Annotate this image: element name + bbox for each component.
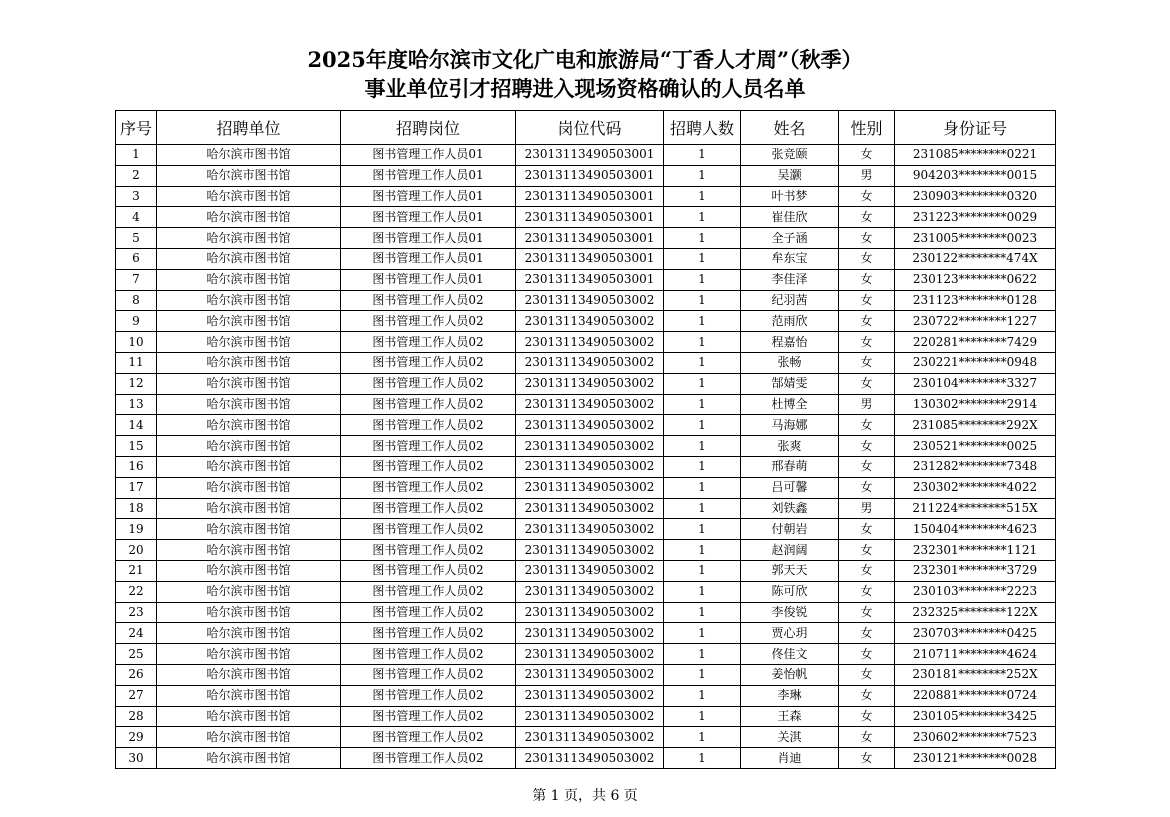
cell-name: 崔佳欣 xyxy=(741,207,839,228)
cell-index: 12 xyxy=(116,373,157,394)
table-row xyxy=(116,706,1056,727)
cell-id-number: 231005********0023 xyxy=(895,228,1056,249)
cell-index: 29 xyxy=(116,727,157,748)
cell-position-code: 23013113490503002 xyxy=(516,519,664,540)
cell-position-code: 23013113490503002 xyxy=(516,332,664,353)
cell-name: 李佳泽 xyxy=(741,269,839,290)
header-gender: 性别 xyxy=(839,111,895,145)
cell-id-number: 130302********2914 xyxy=(895,394,1056,415)
cell-position: 图书管理工作人员02 xyxy=(341,519,516,540)
cell-index: 6 xyxy=(116,248,157,269)
cell-hiring-count: 1 xyxy=(664,436,741,457)
cell-unit: 哈尔滨市图书馆 xyxy=(157,706,341,727)
table-row xyxy=(116,145,1056,166)
cell-hiring-count: 1 xyxy=(664,394,741,415)
cell-hiring-count: 1 xyxy=(664,311,741,332)
cell-name: 贾心玥 xyxy=(741,623,839,644)
cell-position-code: 23013113490503002 xyxy=(516,560,664,581)
cell-name: 纪羽茜 xyxy=(741,290,839,311)
cell-unit: 哈尔滨市图书馆 xyxy=(157,373,341,394)
cell-position: 图书管理工作人员02 xyxy=(341,644,516,665)
cell-gender: 女 xyxy=(839,415,895,436)
cell-gender: 男 xyxy=(839,394,895,415)
cell-hiring-count: 1 xyxy=(664,727,741,748)
cell-hiring-count: 1 xyxy=(664,706,741,727)
cell-position-code: 23013113490503002 xyxy=(516,311,664,332)
cell-hiring-count: 1 xyxy=(664,186,741,207)
cell-id-number: 230903********0320 xyxy=(895,186,1056,207)
cell-unit: 哈尔滨市图书馆 xyxy=(157,644,341,665)
cell-position: 图书管理工作人员02 xyxy=(341,290,516,311)
cell-position-code: 23013113490503002 xyxy=(516,685,664,706)
cell-name: 马海娜 xyxy=(741,415,839,436)
cell-hiring-count: 1 xyxy=(664,228,741,249)
cell-index: 21 xyxy=(116,560,157,581)
cell-name: 程嘉怡 xyxy=(741,332,839,353)
document-title-line-2: 事业单位引才招聘进入现场资格确认的人员名单 xyxy=(364,76,806,101)
cell-unit: 哈尔滨市图书馆 xyxy=(157,456,341,477)
cell-unit: 哈尔滨市图书馆 xyxy=(157,269,341,290)
cell-unit: 哈尔滨市图书馆 xyxy=(157,436,341,457)
cell-id-number: 230521********0025 xyxy=(895,436,1056,457)
table-row xyxy=(116,664,1056,685)
cell-position-code: 23013113490503002 xyxy=(516,373,664,394)
cell-position: 图书管理工作人员01 xyxy=(341,228,516,249)
cell-unit: 哈尔滨市图书馆 xyxy=(157,540,341,561)
cell-name: 刘铁鑫 xyxy=(741,498,839,519)
cell-hiring-count: 1 xyxy=(664,540,741,561)
cell-name: 叶书梦 xyxy=(741,186,839,207)
cell-index: 22 xyxy=(116,581,157,602)
header-unit: 招聘单位 xyxy=(157,111,341,145)
cell-id-number: 220281********7429 xyxy=(895,332,1056,353)
cell-index: 28 xyxy=(116,706,157,727)
table-row xyxy=(116,311,1056,332)
cell-id-number: 231282********7348 xyxy=(895,456,1056,477)
candidate-table xyxy=(115,110,1056,769)
cell-unit: 哈尔滨市图书馆 xyxy=(157,623,341,644)
cell-hiring-count: 1 xyxy=(664,581,741,602)
cell-id-number: 230602********7523 xyxy=(895,727,1056,748)
cell-name: 赵润阔 xyxy=(741,540,839,561)
table-row xyxy=(116,685,1056,706)
cell-id-number: 230722********1227 xyxy=(895,311,1056,332)
cell-name: 关淇 xyxy=(741,727,839,748)
cell-unit: 哈尔滨市图书馆 xyxy=(157,311,341,332)
table-row xyxy=(116,602,1056,623)
cell-position: 图书管理工作人员02 xyxy=(341,456,516,477)
cell-unit: 哈尔滨市图书馆 xyxy=(157,560,341,581)
cell-unit: 哈尔滨市图书馆 xyxy=(157,415,341,436)
cell-position-code: 23013113490503002 xyxy=(516,706,664,727)
cell-position: 图书管理工作人员02 xyxy=(341,540,516,561)
cell-position-code: 23013113490503002 xyxy=(516,477,664,498)
cell-name: 郭天天 xyxy=(741,560,839,581)
cell-unit: 哈尔滨市图书馆 xyxy=(157,186,341,207)
cell-id-number: 231123********0128 xyxy=(895,290,1056,311)
cell-id-number: 230123********0622 xyxy=(895,269,1056,290)
cell-gender: 女 xyxy=(839,664,895,685)
cell-id-number: 230181********252X xyxy=(895,664,1056,685)
cell-name: 全子涵 xyxy=(741,228,839,249)
cell-name: 范雨欣 xyxy=(741,311,839,332)
cell-position-code: 23013113490503002 xyxy=(516,727,664,748)
cell-hiring-count: 1 xyxy=(664,519,741,540)
table-row xyxy=(116,748,1056,769)
cell-name: 吴灏 xyxy=(741,165,839,186)
cell-unit: 哈尔滨市图书馆 xyxy=(157,602,341,623)
table-header-row xyxy=(116,111,1056,145)
cell-position: 图书管理工作人员02 xyxy=(341,352,516,373)
cell-index: 5 xyxy=(116,228,157,249)
cell-position: 图书管理工作人员02 xyxy=(341,685,516,706)
cell-unit: 哈尔滨市图书馆 xyxy=(157,581,341,602)
cell-index: 10 xyxy=(116,332,157,353)
cell-hiring-count: 1 xyxy=(664,207,741,228)
table-row xyxy=(116,290,1056,311)
cell-position: 图书管理工作人员02 xyxy=(341,748,516,769)
cell-index: 13 xyxy=(116,394,157,415)
table-row xyxy=(116,373,1056,394)
cell-gender: 女 xyxy=(839,290,895,311)
cell-hiring-count: 1 xyxy=(664,477,741,498)
cell-position: 图书管理工作人员01 xyxy=(341,186,516,207)
cell-unit: 哈尔滨市图书馆 xyxy=(157,519,341,540)
cell-gender: 女 xyxy=(839,602,895,623)
table-row xyxy=(116,332,1056,353)
table-row xyxy=(116,581,1056,602)
cell-gender: 女 xyxy=(839,436,895,457)
table-row xyxy=(116,186,1056,207)
cell-position: 图书管理工作人员02 xyxy=(341,436,516,457)
cell-gender: 女 xyxy=(839,560,895,581)
cell-position-code: 23013113490503002 xyxy=(516,456,664,477)
cell-index: 20 xyxy=(116,540,157,561)
cell-position: 图书管理工作人员02 xyxy=(341,581,516,602)
cell-id-number: 232301********1121 xyxy=(895,540,1056,561)
table-row xyxy=(116,727,1056,748)
cell-position-code: 23013113490503002 xyxy=(516,581,664,602)
table-row xyxy=(116,436,1056,457)
table-row xyxy=(116,644,1056,665)
cell-id-number: 150404********4623 xyxy=(895,519,1056,540)
cell-position: 图书管理工作人员01 xyxy=(341,165,516,186)
cell-position-code: 23013113490503001 xyxy=(516,145,664,166)
cell-position: 图书管理工作人员01 xyxy=(341,248,516,269)
cell-id-number: 904203********0015 xyxy=(895,165,1056,186)
cell-position: 图书管理工作人员02 xyxy=(341,415,516,436)
cell-unit: 哈尔滨市图书馆 xyxy=(157,685,341,706)
cell-index: 9 xyxy=(116,311,157,332)
cell-id-number: 232325********122X xyxy=(895,602,1056,623)
table-row xyxy=(116,498,1056,519)
cell-gender: 女 xyxy=(839,311,895,332)
cell-id-number: 230105********3425 xyxy=(895,706,1056,727)
cell-position: 图书管理工作人员02 xyxy=(341,560,516,581)
header-id-number: 身份证号 xyxy=(895,111,1056,145)
cell-id-number: 230122********474X xyxy=(895,248,1056,269)
cell-hiring-count: 1 xyxy=(664,269,741,290)
cell-hiring-count: 1 xyxy=(664,332,741,353)
cell-gender: 女 xyxy=(839,269,895,290)
cell-gender: 女 xyxy=(839,706,895,727)
cell-hiring-count: 1 xyxy=(664,352,741,373)
cell-position: 图书管理工作人员02 xyxy=(341,602,516,623)
cell-name: 陈可欣 xyxy=(741,581,839,602)
cell-gender: 女 xyxy=(839,644,895,665)
cell-index: 14 xyxy=(116,415,157,436)
cell-position: 图书管理工作人员01 xyxy=(341,145,516,166)
cell-gender: 女 xyxy=(839,685,895,706)
table-row xyxy=(116,415,1056,436)
cell-hiring-count: 1 xyxy=(664,685,741,706)
cell-position: 图书管理工作人员01 xyxy=(341,207,516,228)
document-title-line-1: 2025年度哈尔滨市文化广电和旅游局“丁香人才周”（秋季） xyxy=(307,47,863,72)
cell-position: 图书管理工作人员02 xyxy=(341,373,516,394)
cell-position-code: 23013113490503002 xyxy=(516,540,664,561)
cell-gender: 女 xyxy=(839,373,895,394)
cell-id-number: 231085********292X xyxy=(895,415,1056,436)
cell-index: 11 xyxy=(116,352,157,373)
cell-position-code: 23013113490503001 xyxy=(516,228,664,249)
cell-name: 王森 xyxy=(741,706,839,727)
cell-unit: 哈尔滨市图书馆 xyxy=(157,748,341,769)
header-position-code: 岗位代码 xyxy=(516,111,664,145)
cell-hiring-count: 1 xyxy=(664,415,741,436)
cell-gender: 女 xyxy=(839,186,895,207)
cell-hiring-count: 1 xyxy=(664,498,741,519)
cell-hiring-count: 1 xyxy=(664,644,741,665)
cell-position-code: 23013113490503002 xyxy=(516,748,664,769)
table-row xyxy=(116,560,1056,581)
cell-id-number: 230703********0425 xyxy=(895,623,1056,644)
cell-unit: 哈尔滨市图书馆 xyxy=(157,352,341,373)
cell-position-code: 23013113490503002 xyxy=(516,290,664,311)
cell-gender: 男 xyxy=(839,165,895,186)
cell-position: 图书管理工作人员02 xyxy=(341,311,516,332)
cell-position-code: 23013113490503001 xyxy=(516,186,664,207)
cell-name: 佟佳文 xyxy=(741,644,839,665)
cell-index: 4 xyxy=(116,207,157,228)
cell-gender: 女 xyxy=(839,727,895,748)
header-hiring-count: 招聘人数 xyxy=(664,111,741,145)
cell-position: 图书管理工作人员02 xyxy=(341,623,516,644)
header-index: 序号 xyxy=(116,111,157,145)
cell-name: 吕可馨 xyxy=(741,477,839,498)
cell-position: 图书管理工作人员02 xyxy=(341,477,516,498)
cell-index: 23 xyxy=(116,602,157,623)
cell-id-number: 210711********4624 xyxy=(895,644,1056,665)
header-name: 姓名 xyxy=(741,111,839,145)
table-row xyxy=(116,228,1056,249)
cell-position: 图书管理工作人员01 xyxy=(341,269,516,290)
cell-unit: 哈尔滨市图书馆 xyxy=(157,394,341,415)
cell-gender: 女 xyxy=(839,352,895,373)
cell-id-number: 230302********4022 xyxy=(895,477,1056,498)
cell-index: 27 xyxy=(116,685,157,706)
cell-id-number: 231223********0029 xyxy=(895,207,1056,228)
header-position: 招聘岗位 xyxy=(341,111,516,145)
table-row xyxy=(116,623,1056,644)
table-row xyxy=(116,394,1056,415)
cell-unit: 哈尔滨市图书馆 xyxy=(157,727,341,748)
table-row xyxy=(116,165,1056,186)
table-row xyxy=(116,540,1056,561)
cell-gender: 女 xyxy=(839,228,895,249)
cell-id-number: 230103********2223 xyxy=(895,581,1056,602)
table-row xyxy=(116,248,1056,269)
cell-position-code: 23013113490503002 xyxy=(516,623,664,644)
cell-gender: 女 xyxy=(839,145,895,166)
cell-gender: 女 xyxy=(839,519,895,540)
cell-position-code: 23013113490503002 xyxy=(516,415,664,436)
cell-position: 图书管理工作人员02 xyxy=(341,664,516,685)
cell-position-code: 23013113490503002 xyxy=(516,436,664,457)
table-body xyxy=(116,145,1056,769)
cell-hiring-count: 1 xyxy=(664,290,741,311)
table-row xyxy=(116,477,1056,498)
cell-gender: 男 xyxy=(839,498,895,519)
cell-unit: 哈尔滨市图书馆 xyxy=(157,248,341,269)
cell-name: 张畅 xyxy=(741,352,839,373)
cell-unit: 哈尔滨市图书馆 xyxy=(157,290,341,311)
cell-name: 李俊锐 xyxy=(741,602,839,623)
cell-id-number: 230221********0948 xyxy=(895,352,1056,373)
cell-hiring-count: 1 xyxy=(664,748,741,769)
cell-id-number: 211224********515X xyxy=(895,498,1056,519)
cell-position-code: 23013113490503001 xyxy=(516,207,664,228)
cell-id-number: 220881********0724 xyxy=(895,685,1056,706)
cell-name: 付朝岩 xyxy=(741,519,839,540)
cell-name: 邢春萌 xyxy=(741,456,839,477)
cell-index: 8 xyxy=(116,290,157,311)
cell-index: 15 xyxy=(116,436,157,457)
cell-position: 图书管理工作人员02 xyxy=(341,706,516,727)
cell-hiring-count: 1 xyxy=(664,145,741,166)
cell-position: 图书管理工作人员02 xyxy=(341,727,516,748)
cell-unit: 哈尔滨市图书馆 xyxy=(157,498,341,519)
cell-gender: 女 xyxy=(839,623,895,644)
cell-position: 图书管理工作人员02 xyxy=(341,394,516,415)
table-row xyxy=(116,207,1056,228)
cell-name: 牟东宝 xyxy=(741,248,839,269)
cell-position: 图书管理工作人员02 xyxy=(341,332,516,353)
cell-id-number: 230121********0028 xyxy=(895,748,1056,769)
cell-name: 肖迪 xyxy=(741,748,839,769)
cell-unit: 哈尔滨市图书馆 xyxy=(157,332,341,353)
cell-position-code: 23013113490503002 xyxy=(516,498,664,519)
cell-gender: 女 xyxy=(839,248,895,269)
cell-position-code: 23013113490503002 xyxy=(516,352,664,373)
cell-gender: 女 xyxy=(839,332,895,353)
cell-name: 杜博全 xyxy=(741,394,839,415)
cell-hiring-count: 1 xyxy=(664,623,741,644)
cell-unit: 哈尔滨市图书馆 xyxy=(157,228,341,249)
cell-name: 李琳 xyxy=(741,685,839,706)
cell-index: 17 xyxy=(116,477,157,498)
cell-position-code: 23013113490503001 xyxy=(516,165,664,186)
cell-gender: 女 xyxy=(839,581,895,602)
cell-id-number: 232301********3729 xyxy=(895,560,1056,581)
cell-position-code: 23013113490503002 xyxy=(516,394,664,415)
cell-unit: 哈尔滨市图书馆 xyxy=(157,477,341,498)
cell-name: 姜怡帆 xyxy=(741,664,839,685)
cell-position: 图书管理工作人员02 xyxy=(341,498,516,519)
cell-name: 张爽 xyxy=(741,436,839,457)
table-row xyxy=(116,456,1056,477)
cell-index: 24 xyxy=(116,623,157,644)
cell-position-code: 23013113490503002 xyxy=(516,602,664,623)
table-row xyxy=(116,519,1056,540)
cell-hiring-count: 1 xyxy=(664,602,741,623)
cell-unit: 哈尔滨市图书馆 xyxy=(157,145,341,166)
cell-gender: 女 xyxy=(839,456,895,477)
cell-index: 7 xyxy=(116,269,157,290)
cell-index: 3 xyxy=(116,186,157,207)
cell-name: 张竞颐 xyxy=(741,145,839,166)
cell-index: 26 xyxy=(116,664,157,685)
cell-index: 2 xyxy=(116,165,157,186)
cell-index: 1 xyxy=(116,145,157,166)
cell-hiring-count: 1 xyxy=(664,248,741,269)
cell-position-code: 23013113490503002 xyxy=(516,664,664,685)
table-row xyxy=(116,269,1056,290)
cell-index: 18 xyxy=(116,498,157,519)
cell-gender: 女 xyxy=(839,748,895,769)
cell-position-code: 23013113490503002 xyxy=(516,644,664,665)
cell-unit: 哈尔滨市图书馆 xyxy=(157,165,341,186)
cell-index: 30 xyxy=(116,748,157,769)
cell-gender: 女 xyxy=(839,477,895,498)
cell-position-code: 23013113490503001 xyxy=(516,269,664,290)
page-footer: 第 1 页，共 6 页 xyxy=(532,788,638,804)
cell-id-number: 231085********0221 xyxy=(895,145,1056,166)
cell-hiring-count: 1 xyxy=(664,373,741,394)
cell-index: 25 xyxy=(116,644,157,665)
cell-unit: 哈尔滨市图书馆 xyxy=(157,664,341,685)
cell-id-number: 230104********3327 xyxy=(895,373,1056,394)
cell-hiring-count: 1 xyxy=(664,560,741,581)
cell-index: 16 xyxy=(116,456,157,477)
table-row xyxy=(116,352,1056,373)
cell-unit: 哈尔滨市图书馆 xyxy=(157,207,341,228)
cell-gender: 女 xyxy=(839,540,895,561)
cell-hiring-count: 1 xyxy=(664,664,741,685)
cell-name: 郜婧雯 xyxy=(741,373,839,394)
cell-hiring-count: 1 xyxy=(664,165,741,186)
cell-hiring-count: 1 xyxy=(664,456,741,477)
cell-position-code: 23013113490503001 xyxy=(516,248,664,269)
cell-gender: 女 xyxy=(839,207,895,228)
cell-index: 19 xyxy=(116,519,157,540)
